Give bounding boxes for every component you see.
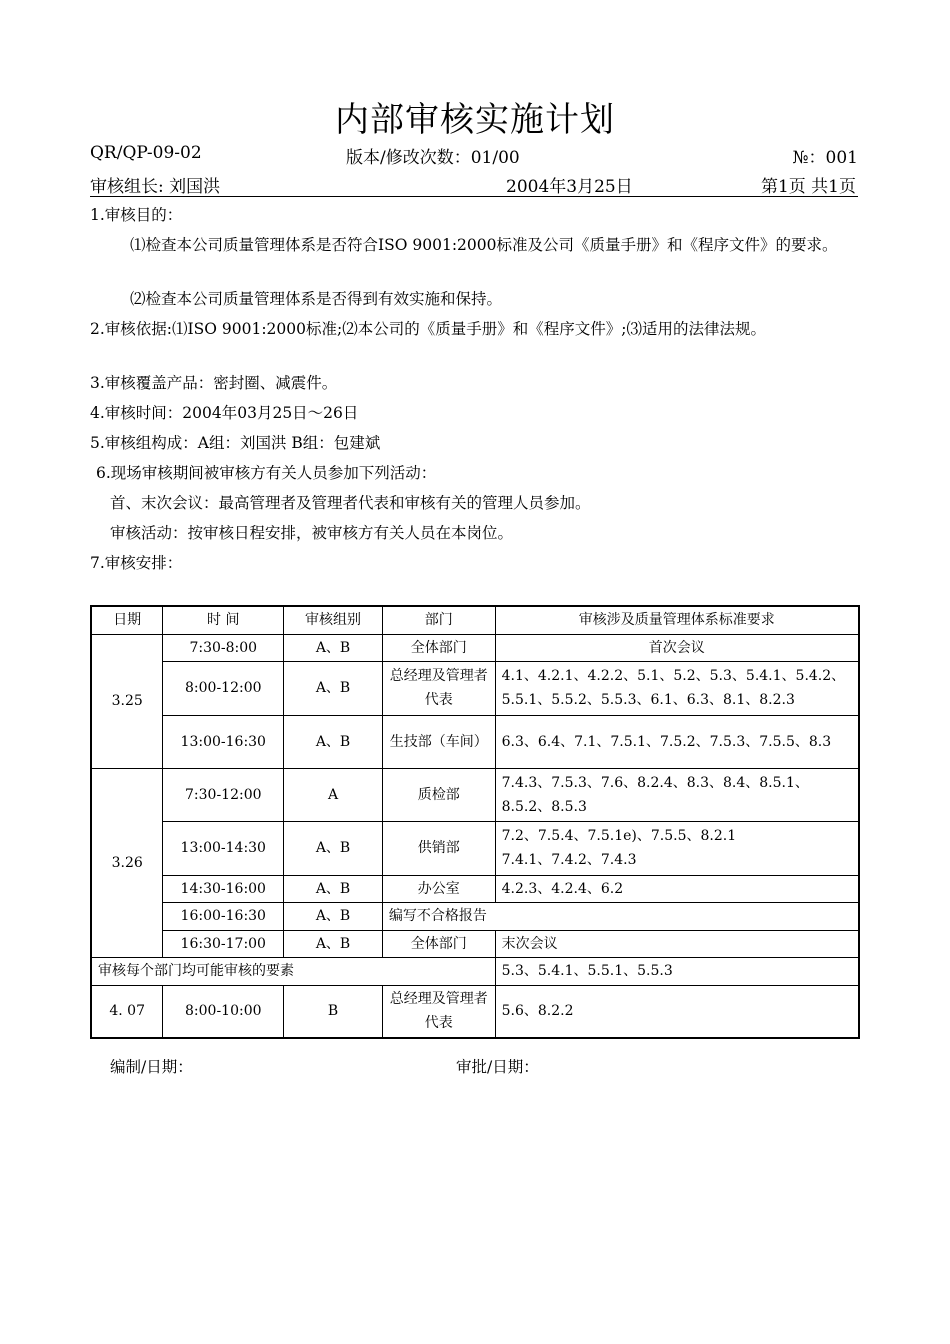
doc-code: QR/QP-09-02	[90, 143, 202, 163]
time-cell: 16:30-17:00	[163, 930, 284, 957]
time-cell: 14:30-16:00	[163, 875, 284, 902]
header-row-2	[90, 172, 858, 197]
req-line: 7.4.1、7.4.2、7.4.3	[501, 852, 637, 868]
dept-cell: 生技部（车间）	[382, 715, 495, 768]
plan-date: 2004年3月25日	[506, 177, 633, 197]
prepared-by-label: 编制/日期：	[110, 1058, 193, 1076]
req-cell: 首次会议	[495, 634, 859, 661]
table-row	[91, 985, 859, 1038]
dept-cell: 总经理及管理者代表	[382, 661, 495, 715]
column-header: 时 间	[163, 606, 284, 634]
section-6-title: 6.现场审核期间被审核方有关人员参加下列活动：	[96, 464, 437, 482]
section-5: 5.审核组构成：A组：刘国洪 B组：包建斌	[90, 434, 381, 452]
dept-cell: 质检部	[382, 768, 495, 821]
table-row	[91, 957, 859, 985]
dept-cell: 全体部门	[382, 930, 495, 957]
req-cell	[495, 821, 859, 875]
section-1-item-2: ⑵检查本公司质量管理体系是否得到有效实施和保持。	[130, 290, 503, 308]
group-cell: A、B	[284, 661, 383, 715]
table-row	[91, 634, 859, 661]
time-cell: 8:00-12:00	[163, 661, 284, 715]
time-cell: 8:00-10:00	[163, 985, 284, 1038]
table-row	[91, 715, 859, 768]
column-header: 日期	[91, 606, 163, 634]
section-3: 3.审核覆盖产品：密封圈、减震件。	[90, 374, 338, 392]
common-elements-label: 审核每个部门均可能审核的要素	[91, 957, 495, 985]
section-6-item-2: 审核活动：按审核日程安排，被审核方有关人员在本岗位。	[110, 524, 514, 542]
header-row-1	[90, 143, 858, 167]
doc-number: №：001	[792, 148, 858, 168]
dept-cell: 总经理及管理者代表	[382, 985, 495, 1038]
section-1-title: 1.审核目的：	[90, 206, 183, 224]
time-cell: 7:30-8:00	[163, 634, 284, 661]
group-cell: A、B	[284, 902, 383, 930]
approved-by-label: 审批/日期：	[456, 1058, 539, 1076]
time-cell: 13:00-16:30	[163, 715, 284, 768]
time-cell: 16:00-16:30	[163, 902, 284, 930]
req-cell: 6.3、6.4、7.1、7.5.1、7.5.2、7.5.3、7.5.5、8.3	[495, 715, 859, 768]
note-cell: 编写不合格报告	[382, 902, 859, 930]
version-label: 版本/修改次数：01/00	[346, 148, 520, 168]
time-cell: 7:30-12:00	[163, 768, 284, 821]
dept-cell: 全体部门	[382, 634, 495, 661]
section-4: 4.审核时间：2004年03月25日～26日	[90, 404, 359, 422]
table-row	[91, 821, 859, 875]
date-cell: 3.25	[91, 634, 163, 768]
column-header: 审核涉及质量管理体系标准要求	[495, 606, 859, 634]
table-row	[91, 768, 859, 821]
group-cell: A、B	[284, 821, 383, 875]
dept-cell: 供销部	[382, 821, 495, 875]
dept-cell: 办公室	[382, 875, 495, 902]
group-cell: A、B	[284, 930, 383, 957]
time-cell: 13:00-14:30	[163, 821, 284, 875]
req-cell: 5.6、8.2.2	[495, 985, 859, 1038]
table-row	[91, 875, 859, 902]
group-cell: A、B	[284, 634, 383, 661]
document-title: 内部审核实施计划	[335, 100, 615, 140]
table-header-row	[91, 606, 859, 634]
section-6-item-1: 首、末次会议：最高管理者及管理者代表和审核有关的管理人员参加。	[110, 494, 591, 512]
group-cell: A、B	[284, 715, 383, 768]
column-header: 审核组别	[284, 606, 383, 634]
section-2: 2.审核依据:⑴ISO 9001:2000标准;⑵本公司的《质量手册》和《程序文件》;⑶适用的法律法规。	[90, 320, 766, 338]
req-line: 7.2、7.5.4、7.5.1e)、7.5.5、8.2.1	[501, 828, 737, 844]
req-cell: 5.3、5.4.1、5.5.1、5.5.3	[495, 957, 859, 985]
section-1-item-1: ⑴检查本公司质量管理体系是否符合ISO 9001:2000标准及公司《质量手册》和《程序文件》的要求。	[130, 236, 838, 254]
group-cell: A	[284, 768, 383, 821]
req-cell: 4.2.3、4.2.4、6.2	[495, 875, 859, 902]
page-count: 第1页 共1页	[760, 177, 856, 197]
section-7-title: 7.审核安排：	[90, 554, 183, 572]
date-cell: 3.26	[91, 768, 163, 957]
group-cell: A、B	[284, 875, 383, 902]
audit-leader: 审核组长: 刘国洪	[90, 177, 221, 197]
group-cell: B	[284, 985, 383, 1038]
date-cell: 4. 07	[91, 985, 163, 1038]
table-row	[91, 902, 859, 930]
req-cell: 末次会议	[495, 930, 859, 957]
column-header: 部门	[382, 606, 495, 634]
req-cell: 4.1、4.2.1、4.2.2、5.1、5.2、5.3、5.4.1、5.4.2、5.5.1、5.5.2、5.5.3、6.1、6.3、8.1、8.2.3	[495, 661, 859, 715]
audit-schedule-table	[90, 605, 860, 1039]
table-row	[91, 930, 859, 957]
table-row	[91, 661, 859, 715]
req-cell: 7.4.3、7.5.3、7.6、8.2.4、8.3、8.4、8.5.1、8.5.2、8.5.3	[495, 768, 859, 821]
